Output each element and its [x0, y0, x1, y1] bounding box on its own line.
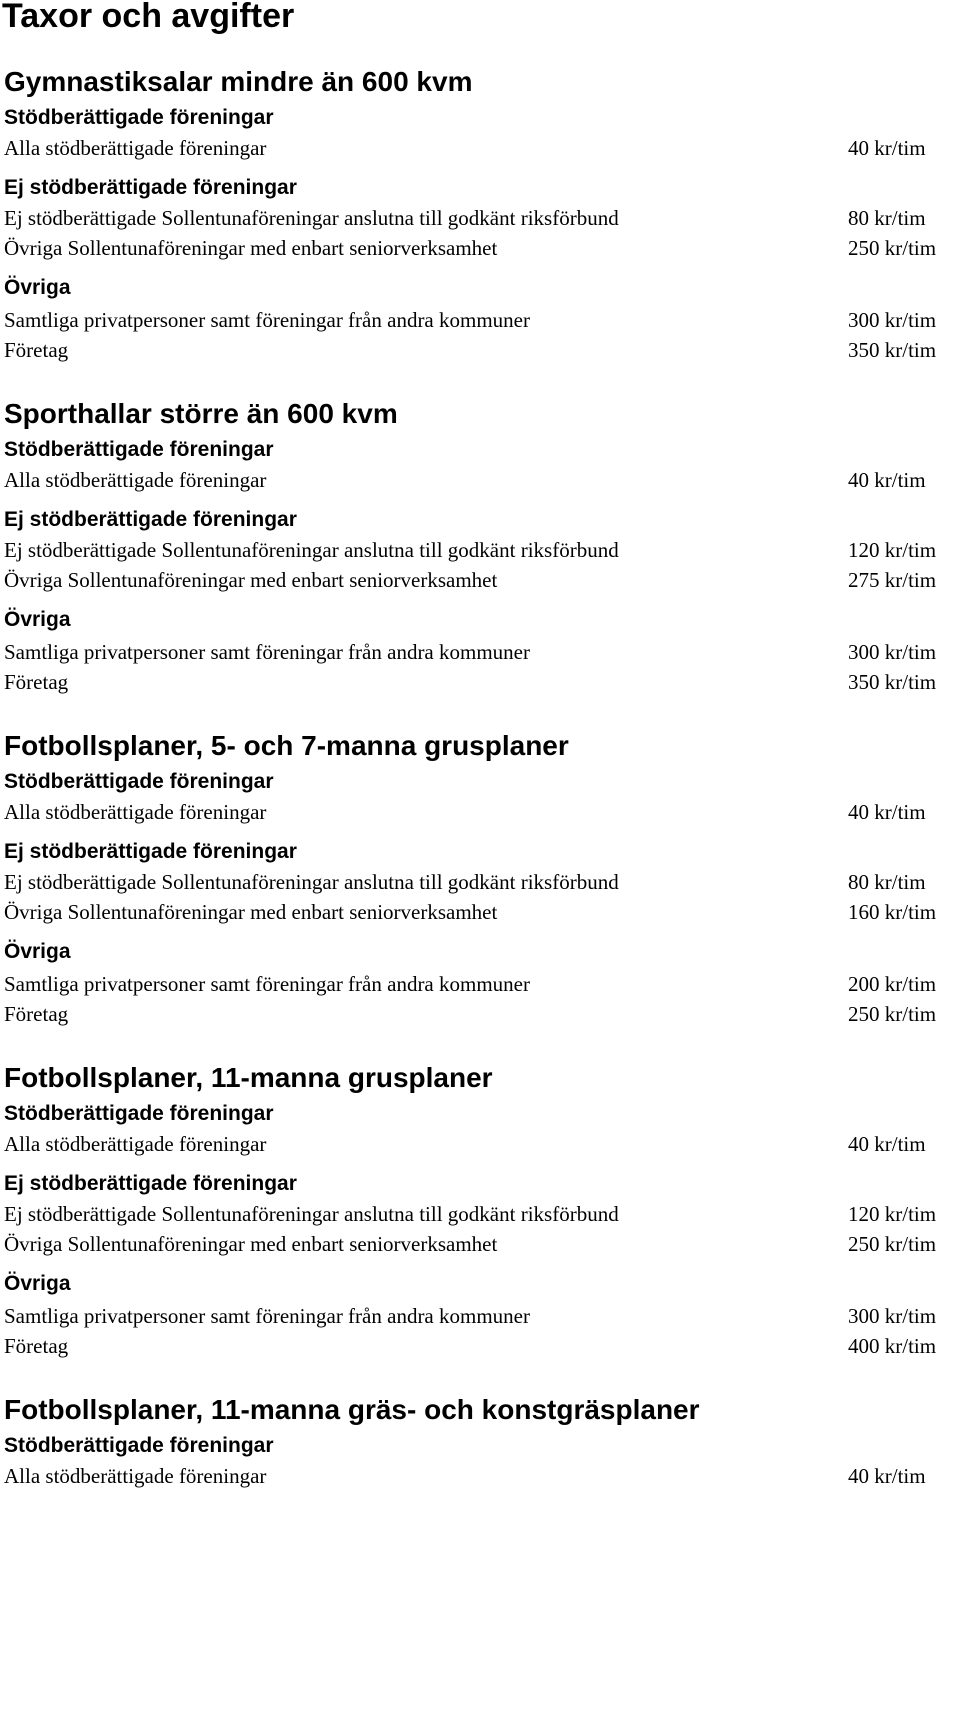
row-label: Företag — [4, 1334, 69, 1358]
price-row — [0, 667, 960, 697]
row-price: 275 kr/tim — [848, 568, 937, 592]
group-heading: Ej stödberättigade föreningar — [4, 840, 297, 863]
row-price: 250 kr/tim — [848, 1002, 937, 1026]
row-label: Företag — [4, 1002, 69, 1026]
price-row — [0, 637, 960, 667]
price-row — [0, 797, 960, 827]
price-row — [0, 335, 960, 365]
group-heading: Stödberättigade föreningar — [4, 106, 274, 129]
price-row — [0, 203, 960, 233]
row-price: 200 kr/tim — [848, 972, 937, 996]
group-heading: Övriga — [4, 940, 71, 963]
row-label: Samtliga privatpersoner samt föreningar från andra kommuner — [4, 640, 530, 664]
row-label: Alla stödberättigade föreningar — [4, 800, 267, 824]
row-label: Övriga Sollentunaföreningar med enbart seniorverksamhet — [4, 900, 498, 924]
price-row — [0, 897, 960, 927]
row-price: 160 kr/tim — [848, 900, 937, 924]
price-row — [0, 133, 960, 163]
row-label: Ej stödberättigade Sollentunaföreningar anslutna till godkänt riksförbund — [4, 538, 619, 562]
price-row — [0, 305, 960, 335]
section-title: Fotbollsplaner, 5- och 7-manna grusplaner — [4, 730, 569, 761]
row-label: Ej stödberättigade Sollentunaföreningar anslutna till godkänt riksförbund — [4, 870, 619, 894]
price-section — [0, 1061, 960, 1393]
row-price: 40 kr/tim — [848, 136, 926, 160]
row-label: Alla stödberättigade föreningar — [4, 1132, 267, 1156]
row-label: Ej stödberättigade Sollentunaföreningar anslutna till godkänt riksförbund — [4, 1202, 619, 1226]
row-label: Övriga Sollentunaföreningar med enbart seniorverksamhet — [4, 1232, 498, 1256]
row-price: 250 kr/tim — [848, 236, 937, 260]
group-heading: Övriga — [4, 1272, 71, 1295]
price-row — [0, 1199, 960, 1229]
row-price: 300 kr/tim — [848, 640, 937, 664]
row-price: 40 kr/tim — [848, 468, 926, 492]
price-row — [0, 465, 960, 495]
row-label: Företag — [4, 338, 69, 362]
price-row — [0, 565, 960, 595]
row-label: Samtliga privatpersoner samt föreningar från andra kommuner — [4, 972, 530, 996]
row-label: Företag — [4, 670, 69, 694]
row-label: Övriga Sollentunaföreningar med enbart seniorverksamhet — [4, 568, 498, 592]
price-row — [0, 999, 960, 1029]
price-row — [0, 1229, 960, 1259]
row-price: 300 kr/tim — [848, 308, 937, 332]
price-section — [0, 397, 960, 729]
price-row — [0, 1301, 960, 1331]
price-row — [0, 1129, 960, 1159]
row-price: 40 kr/tim — [848, 1464, 926, 1488]
section-title: Sporthallar större än 600 kvm — [4, 398, 398, 429]
row-price: 80 kr/tim — [848, 206, 926, 230]
price-section — [0, 1393, 960, 1725]
row-price: 350 kr/tim — [848, 338, 937, 362]
price-row — [0, 867, 960, 897]
price-section — [0, 65, 960, 397]
row-label: Samtliga privatpersoner samt föreningar från andra kommuner — [4, 1304, 530, 1328]
row-price: 300 kr/tim — [848, 1304, 937, 1328]
row-price: 120 kr/tim — [848, 1202, 937, 1226]
group-heading: Ej stödberättigade föreningar — [4, 1172, 297, 1195]
group-heading: Övriga — [4, 608, 71, 631]
row-label: Övriga Sollentunaföreningar med enbart seniorverksamhet — [4, 236, 498, 260]
group-heading: Ej stödberättigade föreningar — [4, 508, 297, 531]
row-label: Ej stödberättigade Sollentunaföreningar anslutna till godkänt riksförbund — [4, 206, 619, 230]
price-row — [0, 233, 960, 263]
row-price: 80 kr/tim — [848, 870, 926, 894]
page-title: Taxor och avgifter — [2, 0, 295, 35]
row-price: 250 kr/tim — [848, 1232, 937, 1256]
row-price: 40 kr/tim — [848, 1132, 926, 1156]
group-heading: Övriga — [4, 276, 71, 299]
row-label: Alla stödberättigade föreningar — [4, 468, 267, 492]
section-title: Fotbollsplaner, 11-manna grusplaner — [4, 1062, 493, 1093]
price-row — [0, 535, 960, 565]
price-row — [0, 1331, 960, 1361]
group-heading: Stödberättigade föreningar — [4, 770, 274, 793]
group-heading: Stödberättigade föreningar — [4, 1434, 274, 1457]
row-price: 120 kr/tim — [848, 538, 937, 562]
section-title: Fotbollsplaner, 11-manna gräs- och konstgräsplaner — [4, 1394, 700, 1425]
price-row — [0, 969, 960, 999]
group-heading: Ej stödberättigade föreningar — [4, 176, 297, 199]
row-label: Alla stödberättigade föreningar — [4, 136, 267, 160]
price-row — [0, 1461, 960, 1491]
group-heading: Stödberättigade föreningar — [4, 1102, 274, 1125]
group-heading: Stödberättigade föreningar — [4, 438, 274, 461]
row-label: Alla stödberättigade föreningar — [4, 1464, 267, 1488]
row-price: 350 kr/tim — [848, 670, 937, 694]
row-price: 40 kr/tim — [848, 800, 926, 824]
section-title: Gymnastiksalar mindre än 600 kvm — [4, 66, 473, 97]
price-section — [0, 729, 960, 1061]
row-label: Samtliga privatpersoner samt föreningar från andra kommuner — [4, 308, 530, 332]
row-price: 400 kr/tim — [848, 1334, 937, 1358]
